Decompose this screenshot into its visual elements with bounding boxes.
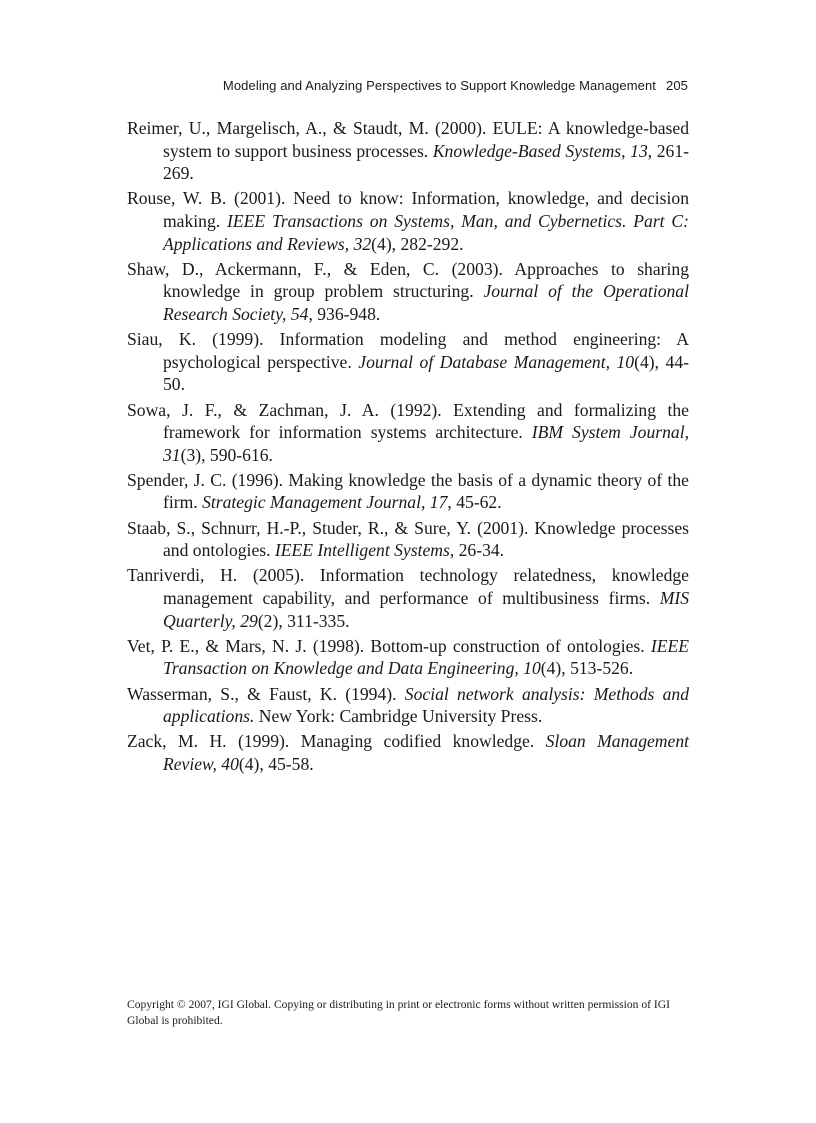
reference-item (127, 328, 689, 396)
reference-source: Knowledge-Based Systems, 13 (432, 140, 648, 161)
reference-text: Vet, P. E., & Mars, N. J. (1998). Bottom-up construction of ontologies. (127, 635, 651, 656)
reference-text: Reimer, U., Margelisch, A., & Staudt, M. (2000). EULE: A knowledge-based system to support business processes. (127, 118, 689, 161)
reference-text: Spender, J. C. (1996). Making knowledge the basis of a dynamic theory of the firm. (127, 469, 689, 513)
running-header (0, 78, 688, 93)
page-number: 205 (666, 78, 688, 93)
reference-details: (4), 44-50. (163, 351, 690, 395)
running-title: Modeling and Analyzing Perspectives to Support Knowledge Management (222, 78, 656, 93)
reference-text: Wasserman, S., & Faust, K. (1994). (127, 683, 405, 704)
reference-details: (4), 282-292. (371, 233, 464, 254)
reference-source: IBM System Journal, 31 (163, 422, 690, 465)
copyright-notice: Copyright © 2007, IGI Global. Copying or distributing in print or electronic forms without written permission of IGI Global is prohibited. (127, 998, 671, 1027)
reference-source: Sloan Management Review, 40 (163, 731, 690, 774)
reference-source: Journal of Database Management, 10 (358, 351, 635, 372)
reference-text: Staab, S., Schnurr, H.-P., Studer, R., & Sure, Y. (2001). Knowledge processes and ontologies. (127, 517, 689, 561)
reference-text: Shaw, D., Ackermann, F., & Eden, C. (2003). Approaches to sharing knowledge in group problem structuring. (127, 258, 689, 302)
reference-list (127, 117, 689, 778)
reference-item (127, 683, 689, 728)
reference-text: Siau, K. (1999). Information modeling and method engineering: A psychological perspective. (127, 329, 689, 372)
reference-details: , 261-269. (163, 140, 690, 184)
reference-text: Zack, M. H. (1999). Managing codified knowledge. (127, 731, 546, 752)
reference-item (127, 258, 689, 326)
reference-item (127, 187, 689, 255)
reference-text: Rouse, W. B. (2001). Need to know: Information, knowledge, and decision making. (127, 188, 689, 231)
reference-details: (4), 513-526. (540, 658, 634, 679)
reference-source: IEEE Intelligent Systems (274, 540, 450, 561)
reference-item (127, 517, 689, 562)
reference-source: IEEE Transactions on Systems, Man, and Cybernetics. Part C: Applications and Reviews, 32 (163, 210, 690, 254)
reference-details: (2), 311-335. (257, 610, 350, 631)
reference-details: , 26-34. (449, 540, 505, 561)
reference-text: Tanriverdi, H. (2005). Information technology relatedness, knowledge management capability, and performance of multibusiness firms. (127, 565, 689, 609)
reference-details: New York: Cambridge University Press. (254, 706, 543, 727)
reference-source: IEEE Transaction on Knowledge and Data Engineering, 10 (163, 635, 689, 679)
reference-item (127, 564, 689, 632)
reference-details: (3), 590-616. (180, 444, 273, 465)
reference-source: Journal of the Operational Research Society, 54 (163, 281, 689, 324)
reference-details: (4), 45-58. (238, 753, 314, 774)
reference-details: , 45-62. (447, 492, 502, 513)
reference-source: Social network analysis: Methods and applications. (163, 683, 689, 727)
reference-item (127, 117, 689, 185)
reference-source: Strategic Management Journal, 17 (202, 492, 448, 513)
reference-source: MIS Quarterly, 29 (163, 588, 689, 631)
reference-text: Sowa, J. F., & Zachman, J. A. (1992). Extending and formalizing the framework for information systems architecture. (127, 399, 689, 443)
reference-item (127, 469, 689, 514)
reference-item (127, 730, 689, 775)
reference-item (127, 399, 689, 467)
reference-details: , 936-948. (308, 303, 381, 324)
reference-item (127, 635, 689, 680)
